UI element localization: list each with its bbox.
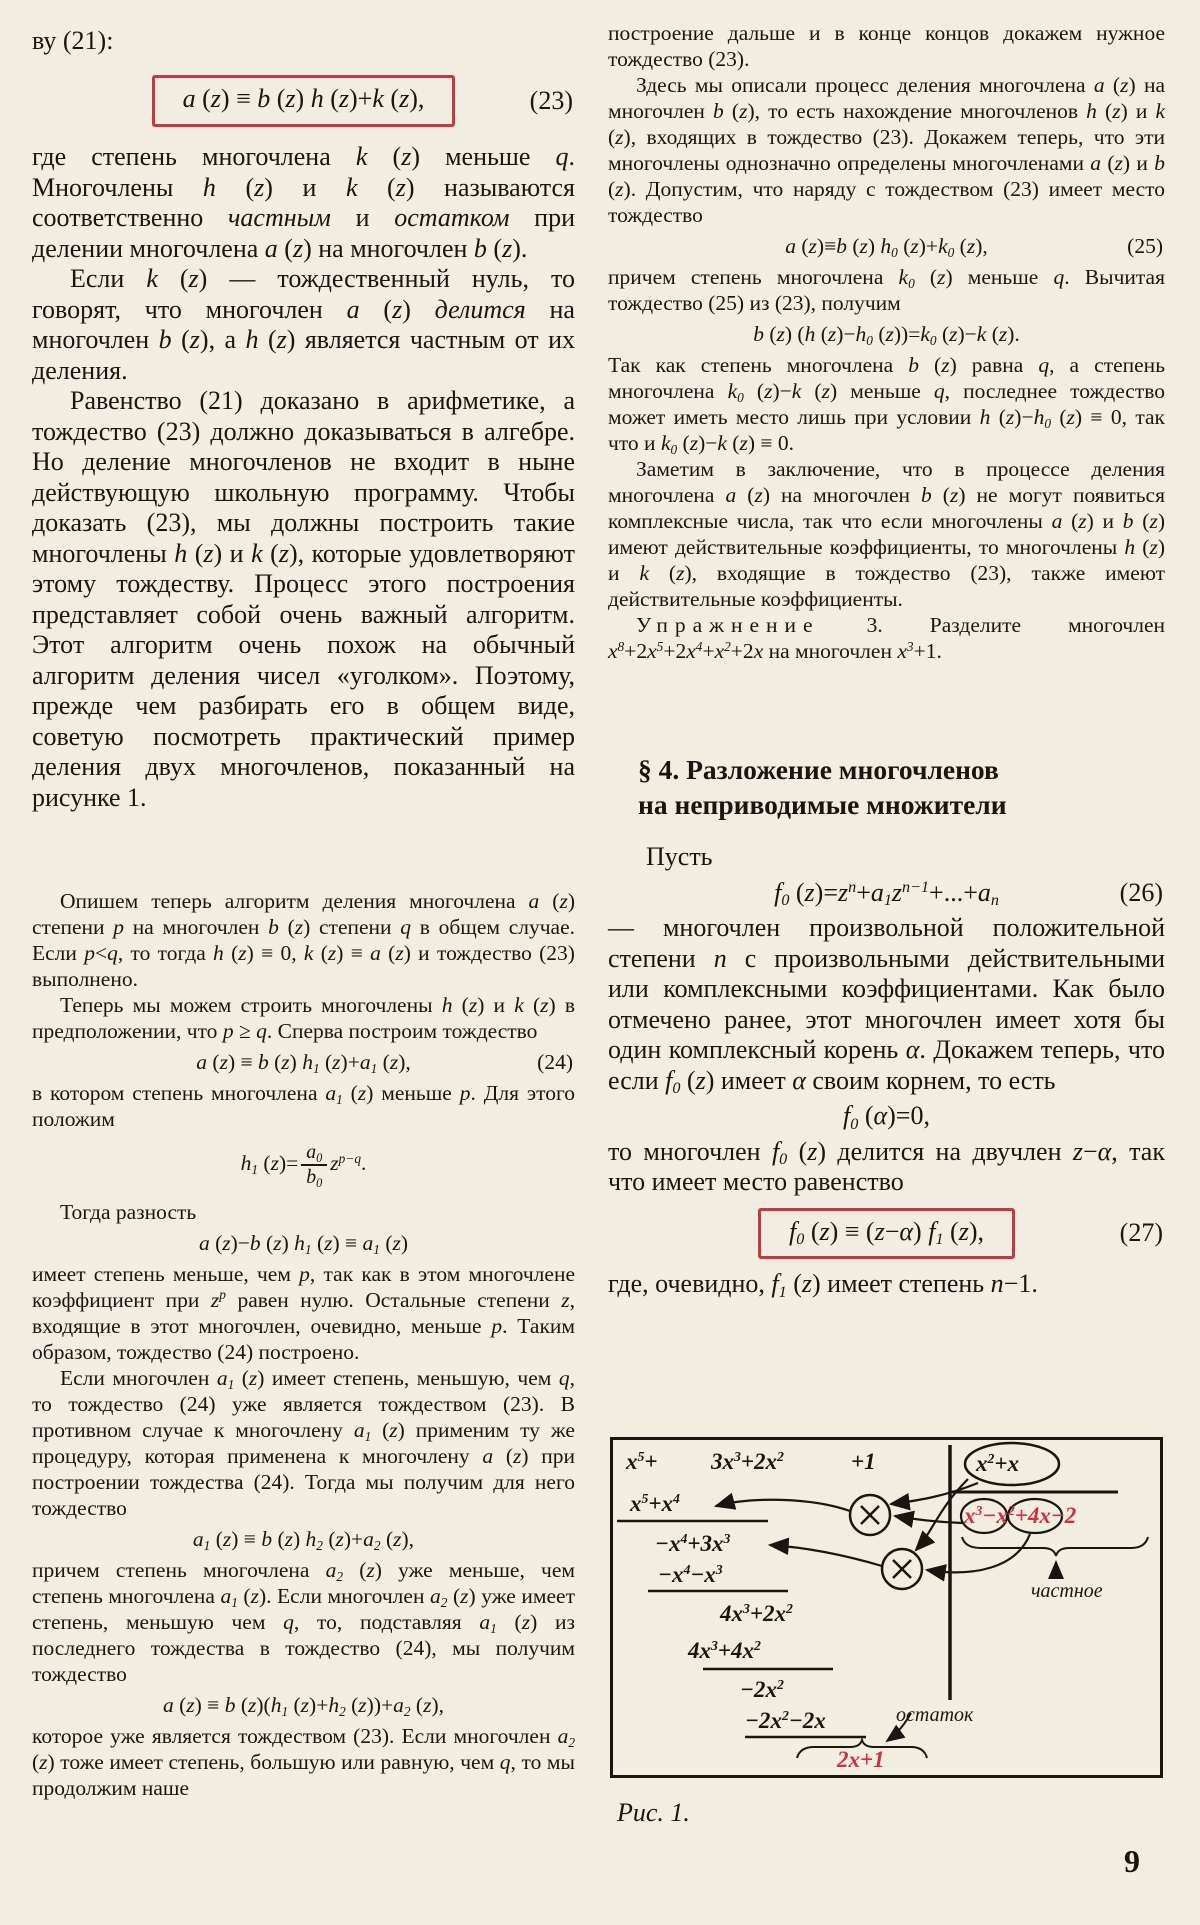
fig-row-3: $-x^4-x^3$ [658,1562,723,1587]
paragraph: Если k (z) — тождественный нуль, то говорят, что многочлен a (z) делится на многочлен b (z), а h (z) является частным от их деления. [32,264,576,385]
arrow-quotient-term2-to-times-2 [927,1534,1030,1572]
paragraph: Пусть [646,842,713,871]
paragraph: в котором степень многочлена $a_1$ (z) меньше p. Для этого положим [32,1081,575,1131]
left-column-intro [32,26,575,57]
figure-caption: Рис. 1. [617,1798,690,1827]
page-number: 9 [1124,1843,1140,1879]
fraction: $\frac{a_0}{b_0}$ [301,1142,327,1189]
paragraph: Опишем теперь алгоритм деления многочлена a (z) степени p на многочлен b (z) степени q в общем случае. Если p<q, то тогда h (z) ≡ 0, k (z) ≡ a (z) и тождество (23) выполнено. [32,889,576,991]
figure-diagram-strokes [610,1437,1163,1778]
left-column-body-large [32,142,575,813]
paragraph: где, очевидно, $f_1$ (z) имеет степень n−1. [608,1269,1038,1301]
quotient-brace [962,1537,1148,1556]
fig-row-1: $x^5+x^4$ [630,1491,680,1516]
equation-subtraction: b (z) (h $(z)-h_0$ $(z))=k_0$ (z)−k (z). [753,322,1020,348]
equation-difference: a (z)−b (z) $h_1$ $(z) \equiv a_1$ (z) [198,1230,409,1257]
fig-divisor: $x^2+x$ [976,1451,1020,1476]
paragraph: имеет степень меньше, чем p, так как в этом многочлене коэффициент при $z^p$ равен нулю. Остальные степени z, входящие в этот многочлен, очевидно, меньше p. Таким образом, тождество (24) построено. [32,1261,576,1364]
paragraph: Заметим в заключение, что в процессе деления многочлена a (z) на многочлен b (z) не могут появиться комплексные числа, так что если многочлены a (z) и b (z) имеют действительные коэффициенты, то многочлены h (z) и k (z), входящие в тождество (23), также имеют действительные коэффициенты. [608,457,1166,611]
equation-23-red-box: a (z) ≡ b (z) h (z)+k (z), [152,75,456,127]
paragraph: Теперь мы можем строить многочлены h (z) и k (z) в предположении, что p ≥ q. Сперва построим тождество [32,993,575,1043]
multiply-icon [850,1495,890,1535]
equation-26-label: (26) [1119,877,1163,907]
fig-row-4: $4x^3+2x^2$ [720,1601,793,1626]
equation-27 [608,1208,1165,1260]
arrow-to-row-2 [770,1545,882,1566]
equation-23-label: (23) [529,85,573,115]
paragraph: — многочлен произвольной положительной степени n с произвольными действительными или комплексными коэффициентами. Как было отмечено ранее, этот многочлен имеет хотя бы один комплексный корень α. Докажем теперь, что если $f_0$ (z) имеет α своим корнем, то есть [608,913,1166,1098]
equation-h1: $h_1$ (z)= $\frac{a_0}{b_0}$ $z^{p-q}$. [240,1141,367,1191]
paragraph: построение дальше и в конце концов докажем нужное тождество (23). [608,21,1165,71]
arrow-quotient-term1-to-times-1 [895,1516,962,1523]
fig-remainder: 2x+1 [837,1747,885,1772]
fig-dividend-term-3: +1 [851,1449,876,1474]
section-heading: § 4. Разложение многочленов на неприводимые множители [638,754,1007,820]
fig-dividend-term-1: $x^5+$ [626,1449,658,1474]
paragraph: Здесь мы описали процесс деления многочлена a (z) на многочлен b (z), то есть нахождение многочленов h (z) и k (z), входящих в тождество (23). Докажем теперь, что эти многочлены однозначно определены многочленами a (z) и b (z). Допустим, что наряду с тождеством (23) имеет место тождество [608,73,1165,227]
multiply-icon [882,1549,922,1589]
equation-25-label: (25) [1127,234,1163,258]
paragraph: Равенство (21) доказано в арифметике, а тождество (23) должно доказываться в алгебре. Но деление многочленов не входит в ныне действующую школьную программу. Чтобы доказать (23), мы должны построить такие многочлены h (z) и k (z), которые удовлетворяют этому тождеству. Процесс этого построения представляет собой очень важный алгоритм. Этот алгоритм очень похож на обычный алгоритм деления чисел «уголком». Поэтому, прежде чем разбирать его в общем виде, советую посмотреть практический пример деления двух многочленов, показанный на рисунке 1. [32,386,576,812]
paragraph: где степень многочлена k (z) меньше q. Многочлены h (z) и k (z) называются соответственно частным и остатком при делении многочлена a (z) на многочлен b (z). [32,142,575,263]
paragraph: Так как степень многочлена b (z) равна q, а степень многочлена $k_0$ (z)−k (z) меньше q, последнее тождество может иметь место лишь при условии h $(z)-h_0$ (z) ≡ 0, так что и $k_0$ (z)−k (z) ≡ 0. [608,353,1165,457]
paragraph: Тогда разность [60,1199,197,1224]
equation-sum: a (z) ≡ b $(z)(h_1$ $(z)+h_2$ $(z))+a_2$ (z), [162,1692,445,1719]
exercise-polynomial: $x^8+2x^5+2x^4+x^2+2x$ [608,638,764,663]
equation-a1: $a_1$ (z) ≡ b (z) $h_2$ $(z)+a_2$ (z), [192,1526,415,1553]
exercise-divisor: $x^3+1$. [897,638,942,663]
fig-quotient: $x^3-x^2+4x-2$ [964,1503,1077,1528]
equation-24: a (z) ≡ b (z) $h_1$ $(z)+a_1$ (z), (24) [196,1050,573,1076]
left-column-body-small [32,888,575,1801]
fig-dividend-term-2: $3x^3+2x^2$ [711,1449,784,1474]
exercise: Упражнение 3. Разделите многочлен $x^8+2x^5+2x^4+x^2+2x$ на многочлен $x^3+1$. [608,613,1165,663]
paragraph: причем степень многочлена $a_2$ (z) уже меньше, чем степень многочлена $a_1$ (z). Если многочлен $a_2$ (z) уже имеет степень, меньшую чем q, то, подставляя $a_1$ (z) из последнего тождества в тождество (24), мы получим тождество [32,1557,575,1686]
equation-23 [32,75,575,127]
right-column-body-small [608,20,1165,664]
fig-label-remainder: остаток [896,1704,974,1726]
exercise-label: Упражнение [636,613,820,637]
figure-border [612,1439,1162,1777]
fig-row-2: $-x^4+3x^3$ [655,1531,731,1556]
figure-polynomial-long-division [610,1437,1163,1778]
arrow-to-row-1 [716,1500,850,1511]
equation-24-label: (24) [537,1050,573,1074]
equation-alpha: $f_0$ (α)=0, [843,1101,930,1133]
equation-25: a (z)≡b (z) $h_0$ $(z)+k_0$ (z), (25) [785,234,1163,260]
fig-row-5: $4x^3+4x^2$ [688,1638,761,1663]
paragraph: Если многочлен $a_1$ (z) имеет степень, меньшую, чем q, то тождество (24) уже является тождеством (23). В противном случае к многочлену $a_1$ (z) применим ту же процедуру, которая применена к многочлену a (z) при построении тождества (24). Тогда мы получим для него тождество [32,1365,575,1520]
fig-row-7: $-2x^2-2x$ [745,1708,826,1733]
equation-27-label: (27) [1119,1218,1163,1247]
fig-row-6: $-2x^2$ [740,1677,784,1702]
paragraph: причем степень многочлена $k_0$ (z) меньше q. Вычитая тождество (25) из (23), получим [608,265,1165,315]
paragraph: то многочлен $f_0$ (z) делится на двучлен z−α, так что имеет место равенство [608,1136,1165,1196]
equation-26: $f_0$ $(z)=z^n+a_1z^{n-1}+...+a_n$ (26) [774,877,1163,910]
intro-line: ву (21): [32,26,114,55]
paragraph: которое уже является тождеством (23). Если многочлен $a_2$ (z) тоже имеет степень, большую или равную, чем q, то мы продолжим наше [32,1723,575,1800]
right-column-body-large [608,842,1165,1300]
fig-label-quotient: частное [1031,1580,1103,1602]
equation-27-red-box: $f_0$ (z) ≡ (z−α) $f_1$ (z), [758,1208,1015,1260]
